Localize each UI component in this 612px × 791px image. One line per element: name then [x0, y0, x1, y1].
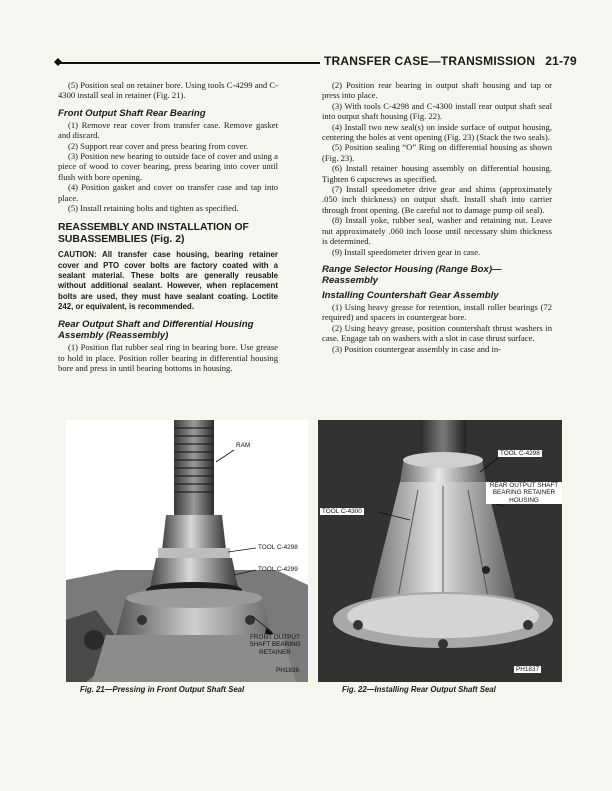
step: (9) Install speedometer driven gear in case. — [332, 246, 481, 257]
main-heading-reassembly: REASSEMBLY AND INSTALLATION OF SUBASSEMBLIES (Fig. 2) — [58, 222, 249, 246]
step: (2) Support rear cover and press bearing from cover. — [68, 140, 249, 151]
section-heading-front-output-bearing: Front Output Shaft Rear Bearing — [58, 107, 206, 119]
figure-21-caption: Fig. 21—Pressing in Front Output Shaft Seal — [80, 685, 245, 694]
figure-22-caption: Fig. 22—Installing Rear Output Shaft Seal — [342, 685, 496, 694]
header-rule — [58, 62, 320, 64]
section-heading-countershaft: Installing Countershaft Gear Assembly — [322, 289, 499, 301]
step: (3) With tools C-4298 and C-4300 install rear output shaft seal into output shaft housing (Fig. 22). — [322, 100, 552, 122]
header-title: TRANSFER CASE—TRANSMISSION — [324, 54, 536, 68]
label-rear-output-retainer-housing: REAR OUTPUT SHAFT BEARING RETAINER HOUSING — [486, 482, 562, 504]
label-ram: RAM — [236, 442, 251, 449]
step: (3) Position countergear assembly in case and in- — [332, 343, 502, 354]
figure-21 — [66, 420, 308, 682]
label-front-output-retainer: FRONT OUTPUT SHAFT BEARING RETAINER — [249, 634, 301, 656]
label-photo-code: PH1836 — [276, 667, 300, 674]
page-header — [324, 54, 577, 68]
label-tool-c4300: TOOL C-4300 — [322, 508, 362, 515]
paragraph: (5) Position seal on retainer bore. Using tools C-4299 and C-4300 install seal in retainer (Fig. 21). — [58, 80, 278, 101]
step: (1) Remove rear cover from transfer case. Remove gasket and discard. — [58, 119, 278, 141]
step: (1) Position flat rubber seal ring in bearing bore. Use grease to hold in place. Position roller bearing in differential housing bore and press in until bearing bottoms in housing. — [58, 342, 278, 374]
step: (5) Position sealing “O” Ring on differential housing as shown (Fig. 23). — [322, 142, 552, 163]
section-heading-rear-output-differential: Rear Output Shaft and Differential Housing Assembly (Reassembly) — [58, 319, 254, 342]
left-column — [58, 80, 278, 373]
label-tool-c4298: TOOL C-4298 — [500, 450, 540, 457]
label-tool-c4298: TOOL C-4298 — [258, 544, 298, 551]
step: (5) Install retaining bolts and tighten as specified. — [68, 203, 239, 214]
section-heading-range-selector: Range Selector Housing (Range Box)—Reassembly — [322, 263, 502, 286]
step: (7) Install speedometer drive gear and shims (approximately .050 inch thickness) on output shaft. Install shaft into carrier through front opening. (Be careful not to damage pump oil seal). — [322, 184, 552, 215]
caution-note: CAUTION: All transfer case housing, bearing retainer cover and PTO cover bolts are factory coated with a sealant material. These bolts are generally reusable without additional sealant. However, when replacement bolts are used, they must have sealant coating. Loctite 242, or equivalent, is recommended. — [58, 250, 278, 311]
step: (6) Install retainer housing assembly on differential housing. Tighten 6 capscrews as specified. — [322, 163, 552, 184]
step: (1) Using heavy grease for retention, install roller bearings (72 required) and spacers in countergear bore. — [322, 301, 552, 323]
step: (4) Install two new seal(s) on inside surface of output housing, centering the holes at vent opening (Fig. 23) (Stack the two seals). — [322, 121, 552, 143]
label-tool-c4299: TOOL C-4299 — [258, 566, 298, 573]
page-number: 21-79 — [545, 54, 577, 68]
figure-22-photo — [318, 420, 562, 682]
step: (3) Position new bearing to outside face of cover and using a piece of wood to cover bearing, press bearing into cover until flush with bore opening. — [58, 151, 278, 182]
right-column — [322, 80, 552, 354]
figure-22 — [318, 420, 562, 682]
step: (4) Position gasket and cover on transfer case and tap into place. — [58, 182, 278, 203]
step: (2) Using heavy grease, position countershaft thrust washers in case. Engage tab on washers with a slot in case thrust surface. — [322, 322, 552, 344]
label-photo-code: PH1837 — [516, 666, 540, 673]
step: (2) Position rear bearing in output shaft housing and tap or press into place. — [322, 80, 552, 101]
step: (8) Install yoke, rubber seal, washer and retaining nut. Leave nut approximately .060 inch loose until necessary shim thickness is determined. — [322, 215, 552, 247]
